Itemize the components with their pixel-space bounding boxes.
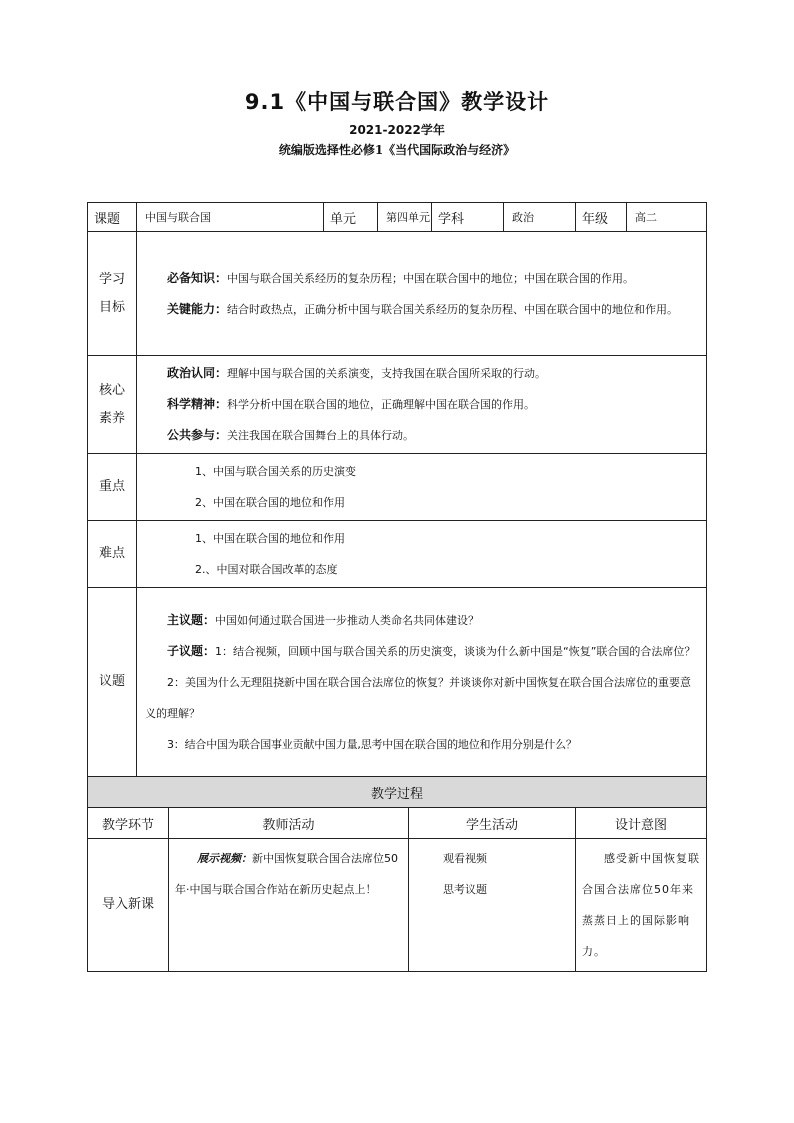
sub-topic: 3：结合中国为联合国事业贡献中国力量,思考中国在联合国的地位和作用分别是什么？ — [167, 737, 577, 751]
difficulties-label: 难点 — [88, 521, 137, 588]
topic-label: 课题 — [88, 203, 137, 232]
goals-content — [137, 232, 707, 356]
school-year: 2021-2022学年 — [349, 123, 445, 137]
literacy-item: 政治认同：理解中国与联合国的关系演变，支持我国在联合国所采取的行动。 — [167, 366, 547, 380]
literacy-label: 核心素养 — [88, 356, 137, 454]
literacy-row — [88, 356, 707, 454]
table-row — [88, 839, 707, 972]
unit-value: 第四单元 — [378, 203, 432, 232]
sub-topic: 2：美国为什么无理阻挠新中国在联合国合法席位的恢复？并谈谈你对新中国恢复在联合国合法席位的重要意义的理解？ — [145, 675, 691, 720]
sub-topic: 子议题：1：结合视频，回顾中国与联合国关系的历史演变，谈谈为什么新中国是“恢复”联合国的合法席位？ — [167, 643, 696, 658]
student-activity: 思考议题 — [443, 883, 488, 896]
subject-value: 政治 — [504, 203, 576, 232]
topics-row — [88, 588, 707, 777]
info-row — [88, 203, 707, 232]
literacy-item: 科学精神：科学分析中国在联合国的地位，正确理解中国在联合国的作用。 — [167, 397, 536, 411]
literacy-item: 公共参与：关注我国在联合国舞台上的具体行动。 — [167, 428, 415, 442]
subject-label: 学科 — [432, 203, 504, 232]
process-header-row — [88, 808, 707, 839]
difficulty-item: 1、中国在联合国的地位和作用 — [195, 532, 345, 545]
keypoints-row — [88, 454, 707, 521]
difficulties-row — [88, 521, 707, 588]
stage-cell: 导入新课 — [88, 839, 169, 972]
teacher-cell: 展示视频：新中国恢复联合国合法席位50年·中国与联合国合作站在新历史起点上！ — [169, 839, 409, 972]
main-topic: 主议题：中国如何通过联合国进一步推动人类命名共同体建设？ — [167, 612, 480, 627]
keypoint-item: 1、中国与联合国关系的历史演变 — [195, 465, 356, 478]
document-title: 9.1《中国与联合国》教学设计 — [244, 90, 550, 114]
goals-label: 学习目标 — [88, 232, 137, 356]
keypoints-label: 重点 — [88, 454, 137, 521]
process-section-row — [88, 777, 707, 808]
unit-label: 单元 — [324, 203, 378, 232]
col-student: 学生活动 — [409, 808, 576, 839]
literacy-content — [137, 356, 707, 454]
intent-cell: 感受新中国恢复联合国合法席位50年来蒸蒸日上的国际影响力。 — [576, 839, 707, 972]
goal-item: 关键能力：结合时政热点，正确分析中国与联合国关系经历的复杂历程、中国在联合国中的地位和作用。 — [167, 301, 679, 316]
lesson-plan-table — [87, 202, 707, 972]
goals-row — [88, 232, 707, 356]
topic-value: 中国与联合国 — [137, 203, 324, 232]
goal-item: 必备知识：中国与联合国关系经历的复杂历程；中国在联合国中的地位；中国在联合国的作用。 — [167, 270, 635, 285]
topics-label: 议题 — [88, 588, 137, 777]
topics-content — [137, 588, 707, 777]
col-intent: 设计意图 — [576, 808, 707, 839]
col-teacher: 教师活动 — [169, 808, 409, 839]
process-section-title: 教学过程 — [88, 777, 707, 808]
keypoints-content — [137, 454, 707, 521]
grade-value: 高二 — [627, 203, 707, 232]
keypoint-item: 2、中国在联合国的地位和作用 — [195, 496, 345, 509]
textbook-name: 统编版选择性必修1《当代国际政治与经济》 — [278, 143, 516, 157]
col-stage: 教学环节 — [88, 808, 169, 839]
grade-label: 年级 — [576, 203, 627, 232]
student-cell — [409, 839, 576, 972]
difficulties-content — [137, 521, 707, 588]
difficulty-item: 2.、中国对联合国改革的态度 — [195, 563, 338, 576]
student-activity: 观看视频 — [443, 852, 488, 865]
